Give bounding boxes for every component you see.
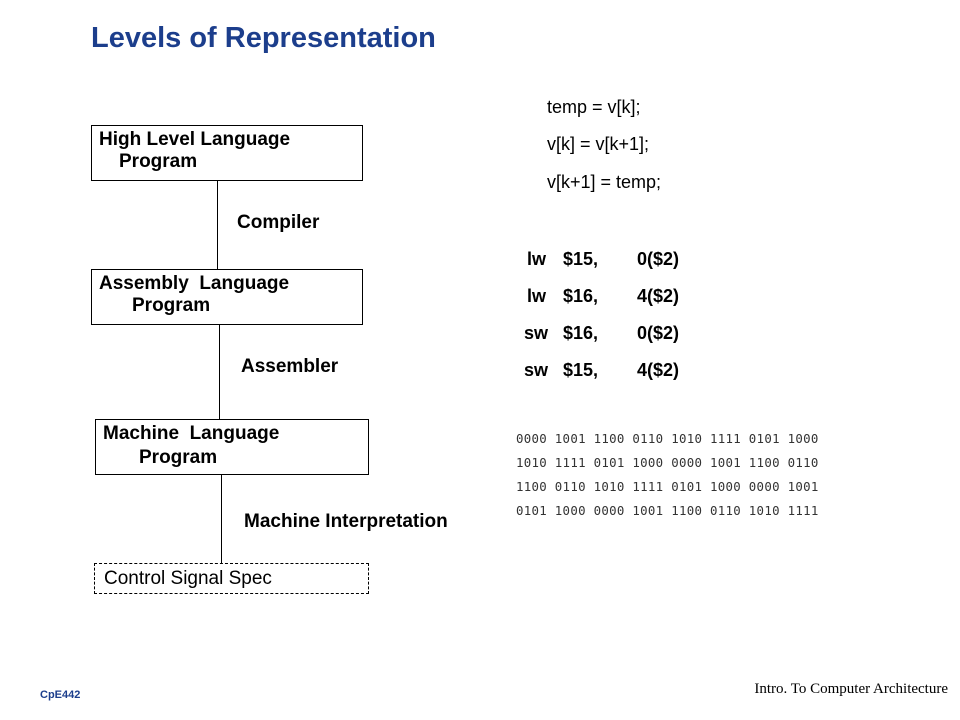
code-line: v[k+1] = temp; [547, 172, 662, 192]
course-title: Intro. To Computer Architecture [754, 681, 948, 697]
code-line: v[k] = v[k+1]; [547, 134, 650, 154]
machine-code-line: 1100 0110 1010 1111 0101 1000 0000 1001 [516, 479, 819, 494]
high-level-language-box [91, 125, 363, 181]
asm-addr: 0($2) [637, 323, 680, 343]
asm-op: sw [524, 323, 549, 343]
edge-label-assembler: Assembler [241, 356, 339, 377]
connector-line [221, 475, 222, 563]
machine-code-line: 1010 1111 0101 1000 0000 1001 1100 0110 [516, 455, 819, 470]
machine-language-box [95, 419, 369, 475]
asm-op: lw [527, 249, 547, 269]
asm-op: lw [527, 286, 547, 306]
control-signal-spec-box [94, 563, 369, 594]
asm-addr: 0($2) [637, 249, 680, 269]
asm-addr: 4($2) [637, 286, 680, 306]
asm-reg: $15, [563, 360, 599, 380]
box-label-line1: High Level Language [99, 129, 291, 150]
connector-line [217, 181, 218, 269]
asm-reg: $16, [563, 286, 599, 306]
machine-code-line: 0000 1001 1100 0110 1010 1111 0101 1000 [516, 431, 819, 446]
box-label-line1: Assembly Language [99, 273, 290, 294]
course-code: CpE442 [40, 689, 81, 701]
box-label-line2: Program [139, 447, 218, 468]
code-line: temp = v[k]; [547, 97, 641, 117]
box-label-line1: Machine Language [103, 423, 280, 444]
edge-label-machine-interpretation: Machine Interpretation [244, 511, 448, 532]
assembly-language-box [91, 269, 363, 325]
asm-reg: $15, [563, 249, 599, 269]
control-signal-spec-label: Control Signal Spec [104, 568, 272, 589]
box-label-line2: Program [119, 151, 198, 172]
connector-line [219, 325, 220, 419]
asm-addr: 4($2) [637, 360, 680, 380]
box-label-line2: Program [132, 295, 211, 316]
edge-label-compiler: Compiler [237, 212, 320, 233]
slide-title: Levels of Representation [91, 22, 436, 54]
asm-reg: $16, [563, 323, 599, 343]
asm-op: sw [524, 360, 549, 380]
machine-code-line: 0101 1000 0000 1001 1100 0110 1010 1111 [516, 503, 819, 518]
